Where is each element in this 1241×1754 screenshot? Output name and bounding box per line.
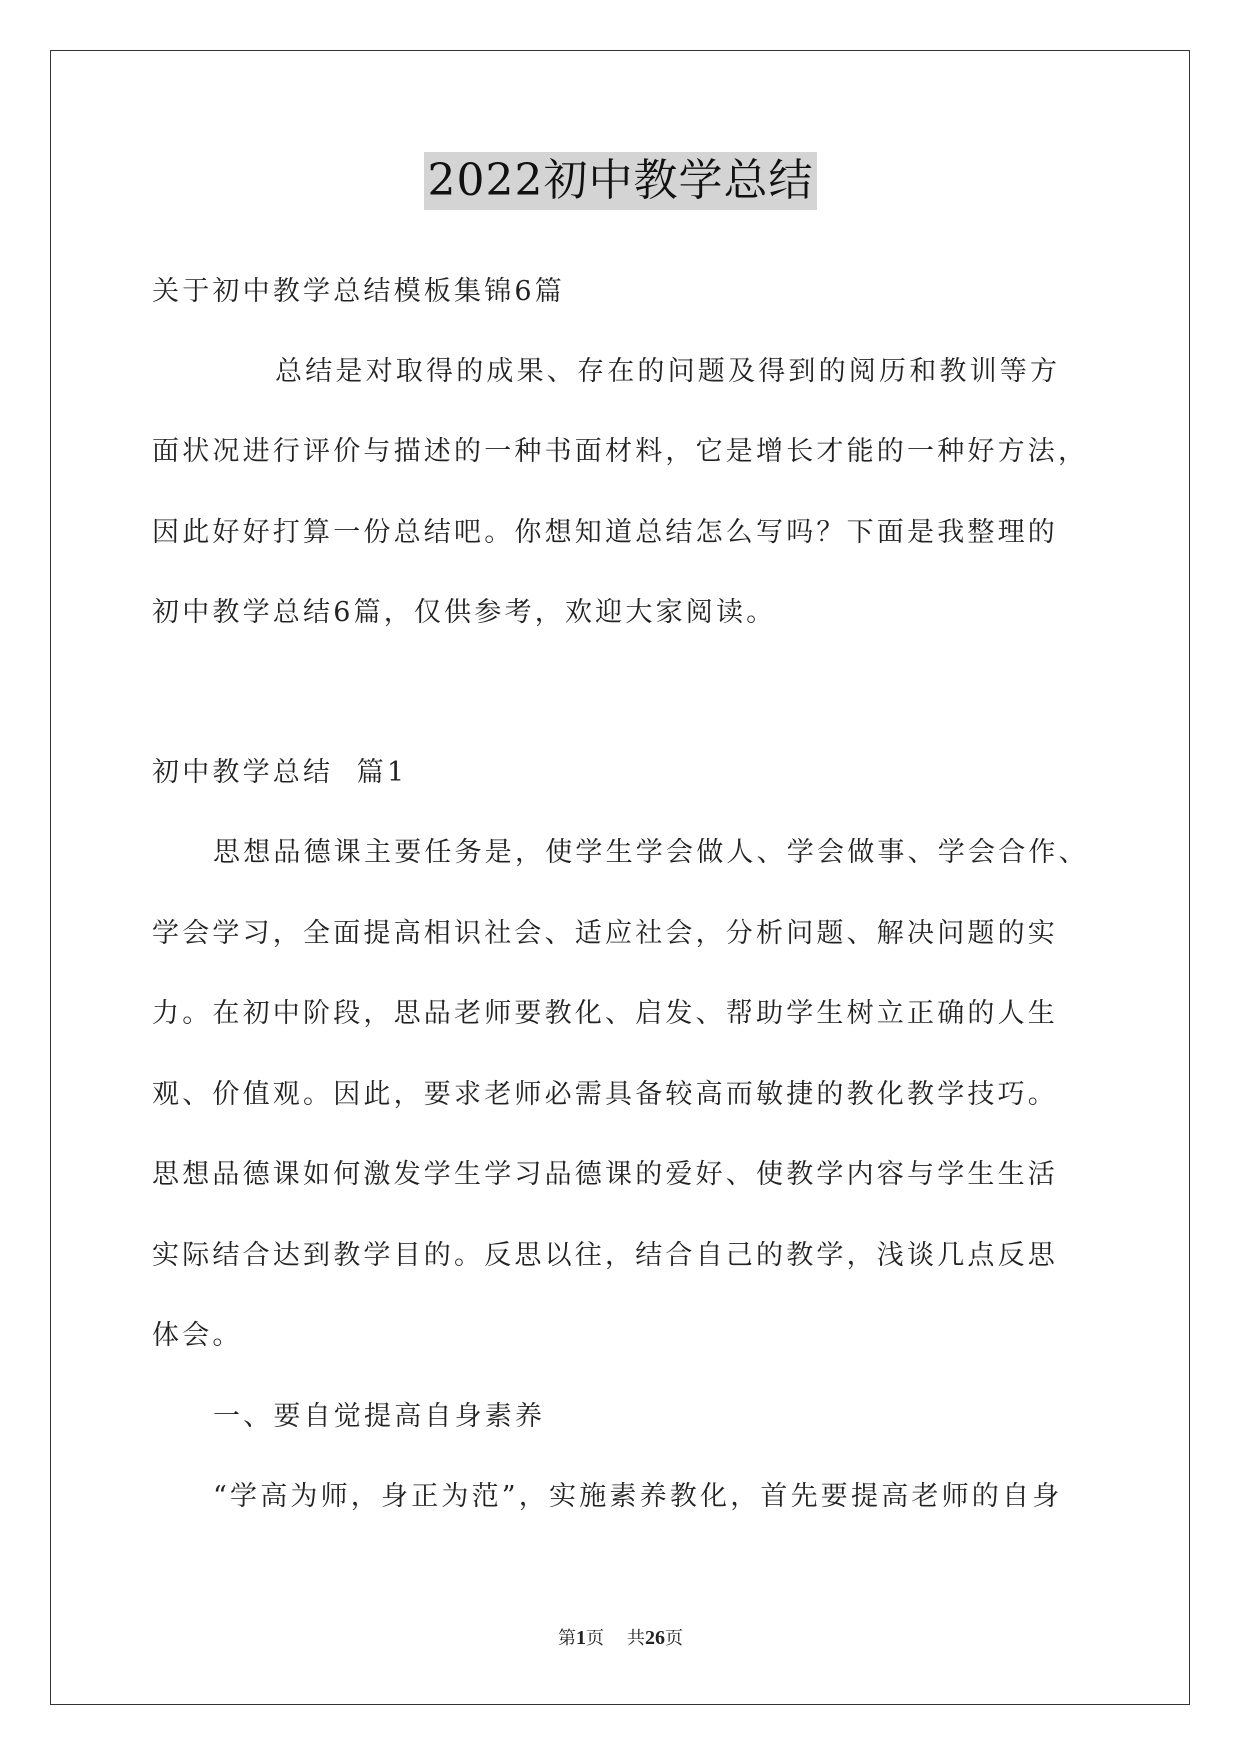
footer-suffix: 页 <box>664 1628 683 1649</box>
body-line-5: 思想品德课如何激发学生学习品德课的爱好、使教学内容与学生生活 <box>152 1159 1058 1190</box>
section-heading: 初中教学总结 篇1 <box>152 757 408 788</box>
body-line-6: 实际结合达到教学目的。反思以往，结合自己的教学，浅谈几点反思 <box>152 1240 1058 1271</box>
sub-heading: 一、要自觉提高自身素养 <box>213 1401 546 1432</box>
body-line-4: 观、价值观。因此，要求老师必需具备较高而敏捷的教化教学技巧。 <box>152 1079 1058 1110</box>
body-line-2: 学会学习，全面提高相识社会、适应社会，分析问题、解决问题的实 <box>152 918 1058 949</box>
intro-line-2: 面状况进行评价与描述的一种书面材料，它是增长才能的一种好方法， <box>152 436 1089 467</box>
footer-total-pages: 26 <box>644 1627 665 1649</box>
document-title: 2022初中教学总结 <box>424 152 818 210</box>
body-line-3: 力。在初中阶段，思品老师要教化、启发、帮助学生树立正确的人生 <box>152 998 1058 1029</box>
document-subtitle: 关于初中教学总结模板集锦6篇 <box>152 276 565 307</box>
intro-line-1: 总结是对取得的成果、存在的问题及得到的阅历和教训等方 <box>275 356 1061 387</box>
page-footer <box>0 1626 1241 1651</box>
body-line-1: 思想品德课主要任务是，使学生学会做人、学会做事、学会合作、 <box>213 837 1089 868</box>
footer-middle: 页 共 <box>586 1628 645 1649</box>
body-line-7: 体会。 <box>152 1320 243 1351</box>
intro-line-4: 初中教学总结6篇，仅供参考，欢迎大家阅读。 <box>152 597 777 628</box>
intro-line-3: 因此好好打算一份总结吧。你想知道总结怎么写吗？下面是我整理的 <box>152 517 1058 548</box>
footer-prefix: 第 <box>558 1628 577 1649</box>
footer-page-number: 1 <box>576 1627 587 1649</box>
body-line-last: “学高为师，身正为范”，实施素养教化，首先要提高老师的自身 <box>213 1481 1063 1512</box>
